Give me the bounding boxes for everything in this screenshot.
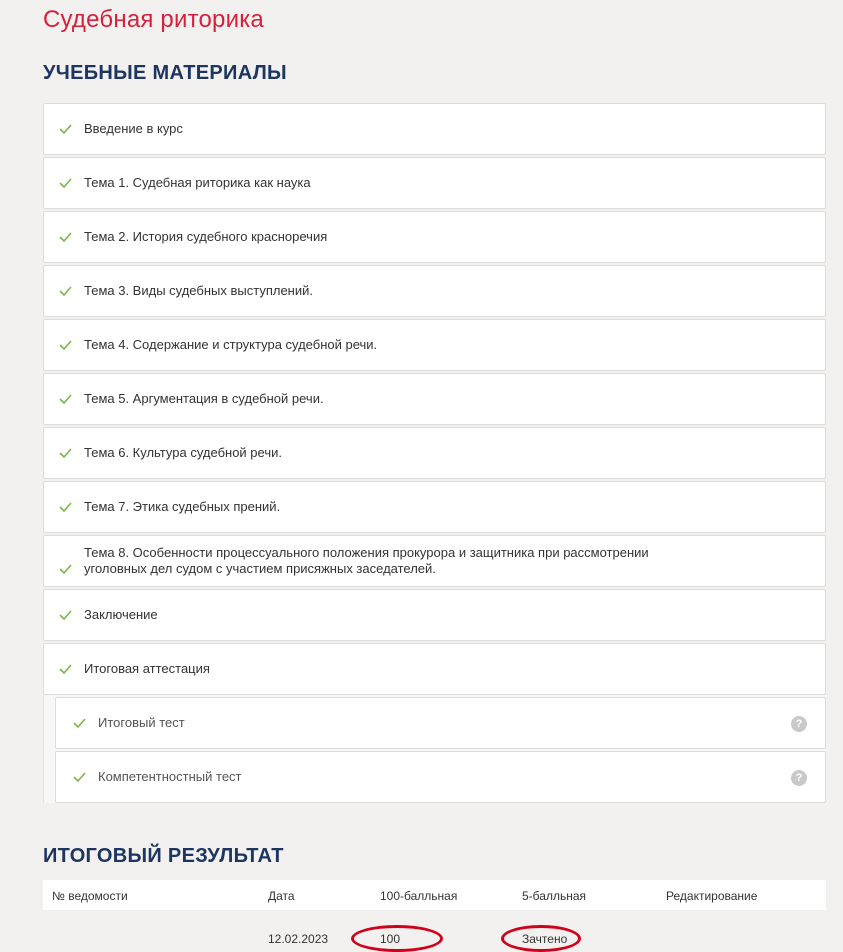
material-item[interactable] (43, 427, 826, 479)
cell-score5: Зачтено (522, 932, 568, 946)
column-header-date: Дата (268, 889, 295, 903)
check-icon (72, 770, 86, 784)
material-item[interactable] (43, 589, 826, 641)
subitem-label: Итоговый тест (98, 715, 185, 730)
material-item-label (84, 545, 649, 577)
check-icon (58, 284, 72, 298)
highlight-oval-score100 (351, 925, 443, 952)
material-item-label: Итоговая аттестация (84, 661, 210, 676)
check-icon (58, 500, 72, 514)
material-item[interactable] (43, 103, 826, 155)
material-item[interactable] (43, 481, 826, 533)
column-header-score5: 5-балльная (522, 889, 586, 903)
material-item-label-line1: Тема 8. Особенности процессуального положения прокурора и защитника при рассмотрении (84, 545, 649, 560)
material-item-label: Тема 5. Аргументация в судебной речи. (84, 391, 324, 406)
material-item[interactable] (43, 319, 826, 371)
material-item[interactable] (43, 373, 826, 425)
subitem-label: Компетентностный тест (98, 769, 242, 784)
column-header-sheet: № ведомости (52, 889, 128, 903)
check-icon (58, 608, 72, 622)
help-icon[interactable]: ? (791, 716, 807, 732)
material-item-label: Введение в курс (84, 121, 183, 136)
page-title: Судебная риторика (43, 6, 264, 33)
material-item[interactable] (43, 535, 826, 587)
materials-list (43, 103, 826, 805)
help-icon[interactable]: ? (791, 770, 807, 786)
check-icon (58, 176, 72, 190)
check-icon (72, 716, 86, 730)
column-header-edit: Редактирование (666, 889, 758, 903)
subitem-final-test[interactable] (55, 697, 826, 749)
check-icon (58, 562, 72, 576)
check-icon (58, 446, 72, 460)
material-item-label: Тема 6. Культура судебной речи. (84, 445, 282, 460)
attestation-subitems (43, 695, 826, 803)
cell-score100: 100 (380, 932, 401, 946)
table-row (43, 912, 826, 952)
material-item-label: Тема 4. Содержание и структура судебной речи. (84, 337, 378, 352)
material-item-label: Тема 7. Этика судебных прений. (84, 499, 281, 514)
material-item[interactable] (43, 211, 826, 263)
check-icon (58, 122, 72, 136)
material-item[interactable] (43, 265, 826, 317)
subitem-competency-test[interactable] (55, 751, 826, 803)
material-item[interactable] (43, 643, 826, 695)
results-table-header (43, 880, 826, 910)
material-item-label: Тема 1. Судебная риторика как наука (84, 175, 311, 190)
cell-date: 12.02.2023 (268, 932, 329, 946)
material-item-label: Заключение (84, 607, 158, 622)
check-icon (58, 662, 72, 676)
column-header-score100: 100-балльная (380, 889, 458, 903)
material-item-label-line2: уголовных дел судом с участием присяжных заседателей. (84, 561, 436, 576)
results-heading: ИТОГОВЫЙ РЕЗУЛЬТАТ (43, 845, 284, 867)
materials-heading: УЧЕБНЫЕ МАТЕРИАЛЫ (43, 62, 287, 84)
material-item-label: Тема 3. Виды судебных выступлений. (84, 283, 313, 298)
material-item[interactable] (43, 157, 826, 209)
material-item-label: Тема 2. История судебного красноречия (84, 229, 328, 244)
highlight-oval-score5 (501, 925, 581, 952)
check-icon (58, 230, 72, 244)
check-icon (58, 338, 72, 352)
check-icon (58, 392, 72, 406)
